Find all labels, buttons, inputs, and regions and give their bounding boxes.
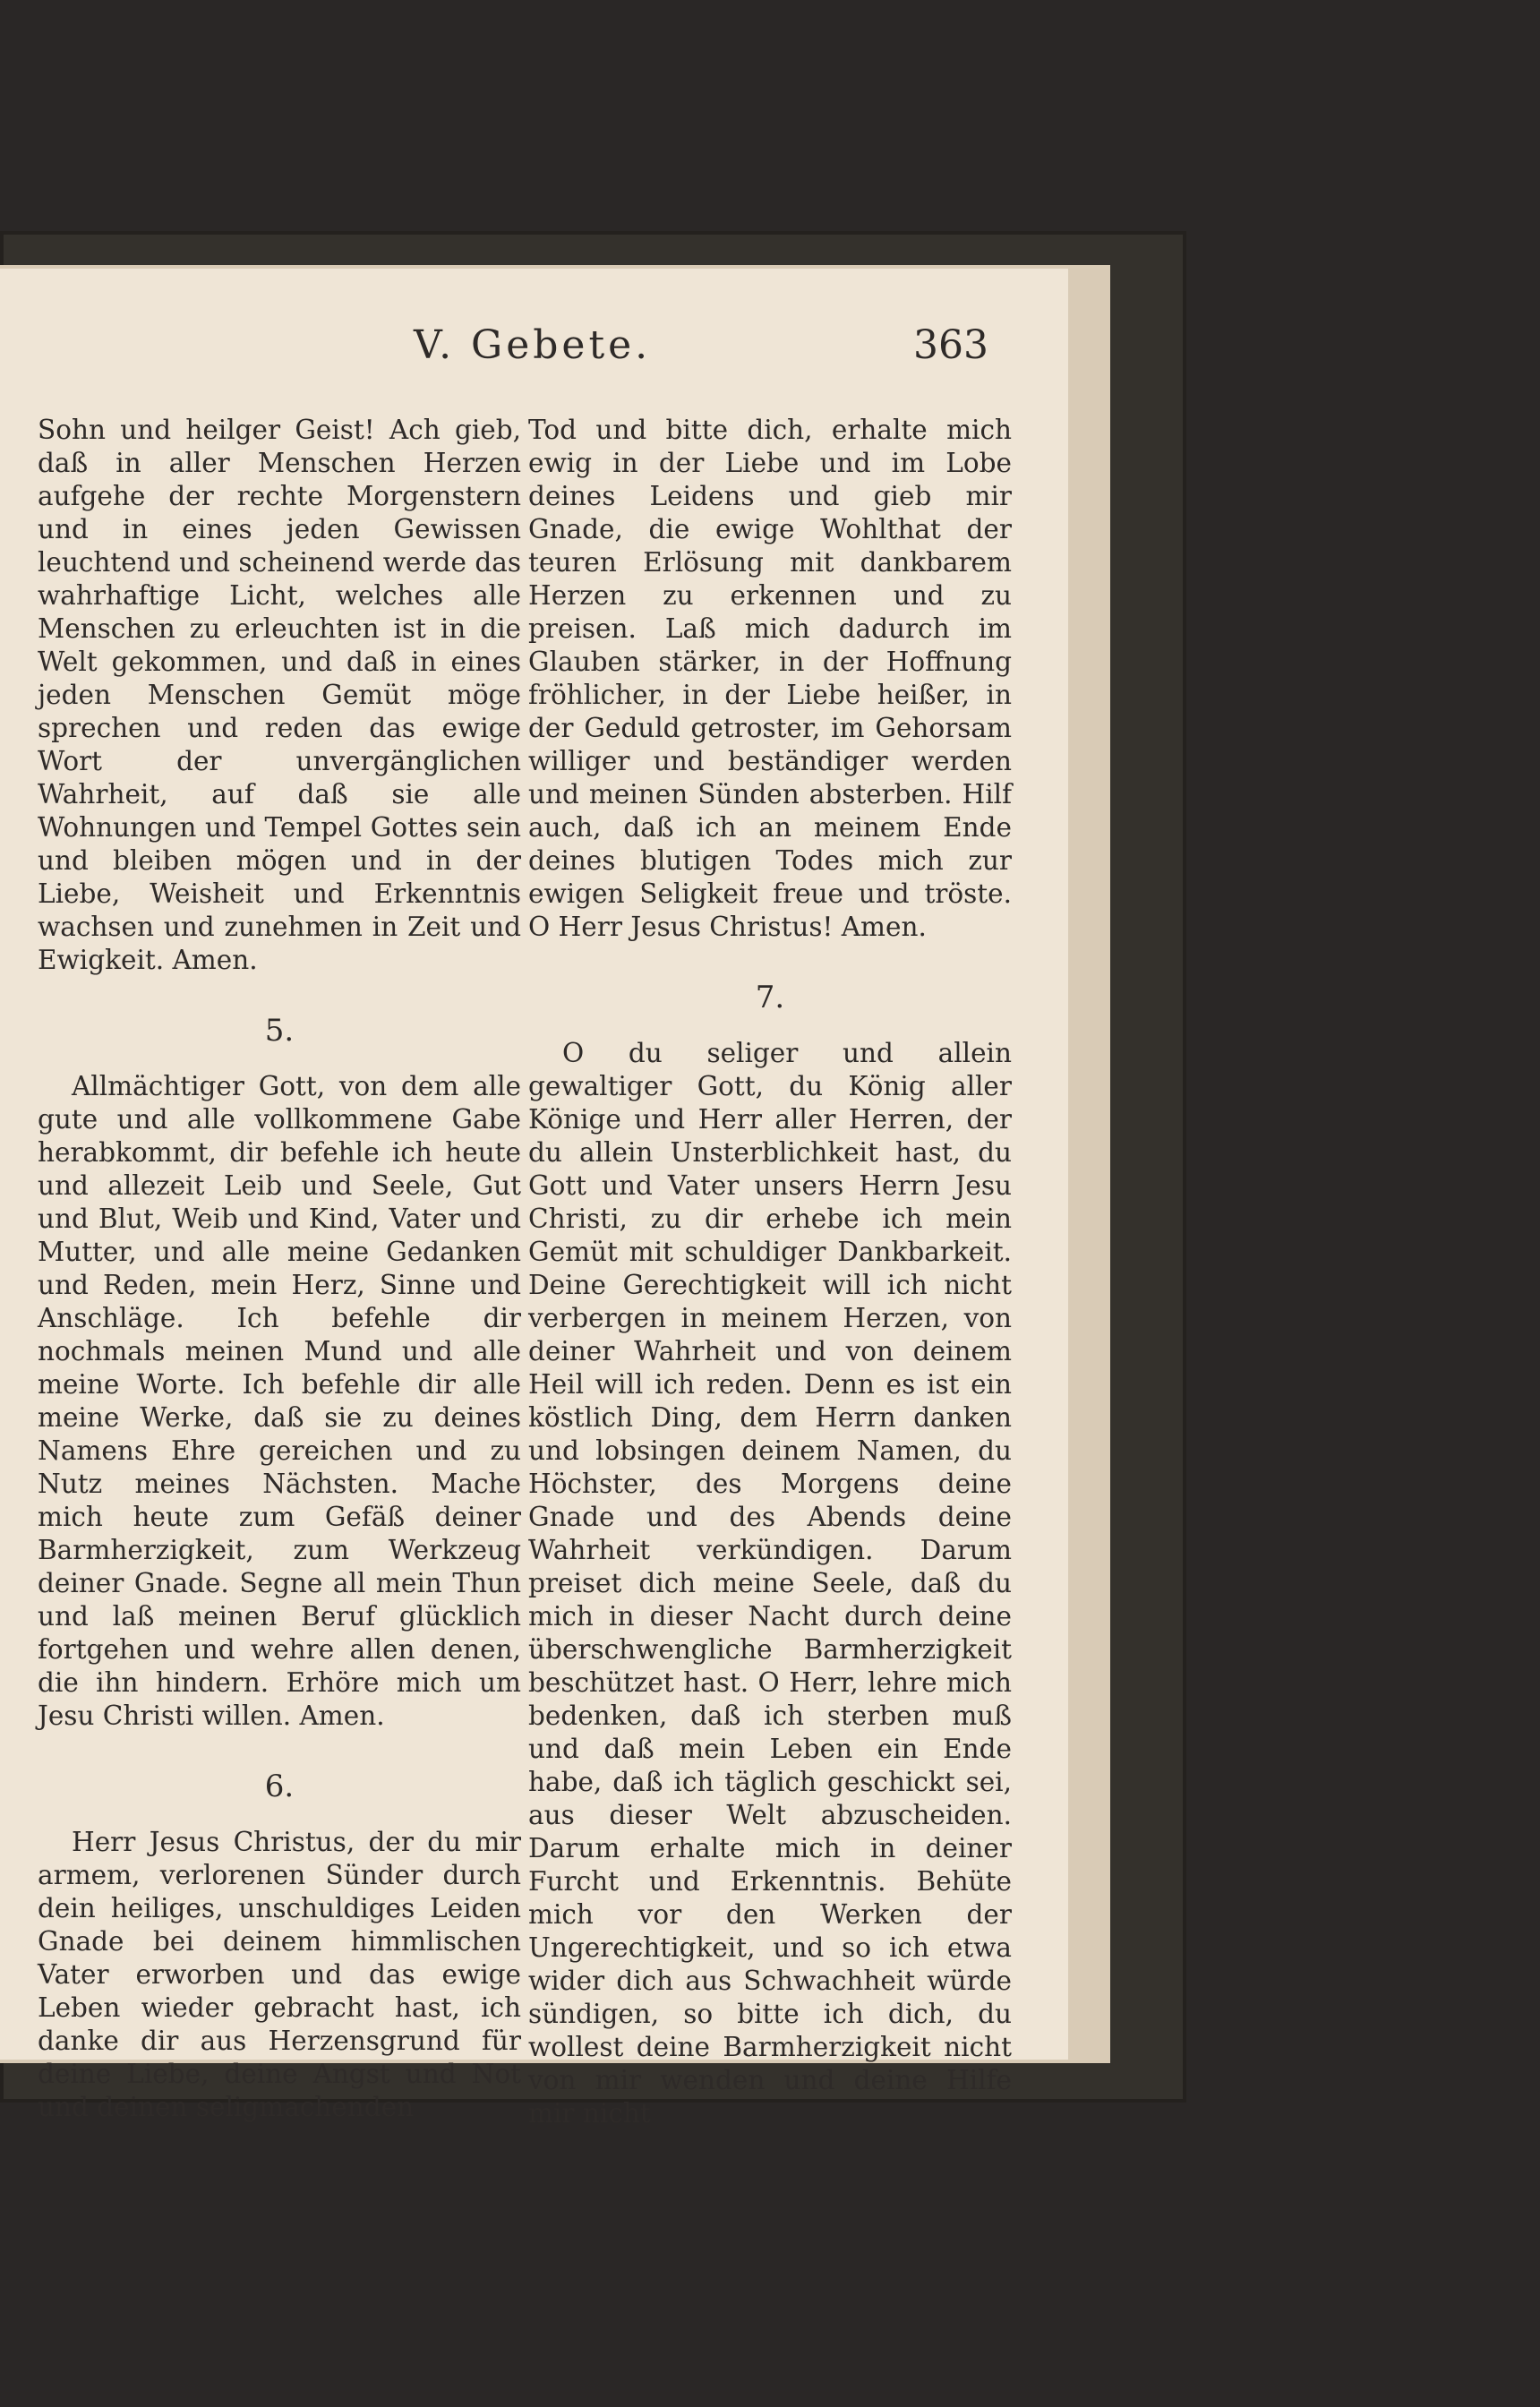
prayer-6-continuation: Tod und bitte dich, erhalte mich ewig in der Liebe und im Lobe deines Leidens und gieb mir Gnade, die ewige Wohlthat der teuren Erlösung mit dankbarem Herzen zu erkennen und zu preisen. Laß mich dadurch im Glauben stärker, in der Hoffnung fröhlicher, in der Liebe heißer, in der Geduld getroster, im Gehorsam williger und beständiger werden und meinen Sünden absterben. Hilf auch, daß ich an meinem Ende deines blutigen Todes mich zur ewigen Seligkeit freue und tröste. O Herr Jesus Christus! Amen. [528,415,1012,942]
prayer-5-text: Allmächtiger Gott, von dem alle gute und alle vollkommene Gabe herabkommt, dir befehle ich heute und allezeit Leib und Seele, Gut und Blut, Weib und Kind, Vater und Mutter, und alle meine Gedanken und Reden, mein Herz, Sinne und Anschläge. Ich befehle dir nochmals meinen Mund und alle meine Worte. Ich befehle dir alle meine Werke, daß sie zu deines Namens Ehre gereichen und zu Nutz meines Nächsten. Mache mich heute zum Gefäß deiner Barmherzigkeit, zum Werkzeug deiner Gnade. Segne all mein Thun und laß meinen Beruf glücklich fortgehen und wehre allen denen, die ihn hindern. Erhöre mich um Jesu Christi willen. Amen. [38,1071,521,1731]
page-number: 363 [913,322,988,368]
running-header [0,322,1068,385]
section-title: V. Gebete. [414,322,652,368]
prayer-number-6: 6. [264,1769,295,1804]
prayer-6-text: Herr Jesus Christus, der du mir armem, verlorenen Sünder durch dein heiliges, unschuldiges Leiden Gnade bei deinem himmlischen Vater erworben und das ewige Leben wieder gebracht hast, ich danke dir aus Herzensgrund für deine Liebe, deine Angst und Not und deinen seligmachenden [38,1827,521,2122]
prayer-continuation: Sohn und heilger Geist! Ach gieb, daß in aller Menschen Herzen aufgehe der rechte Morgenstern und in eines jeden Gewissen leuchtend und scheinend werde das wahrhaftige Licht, welches alle Menschen zu erleuchten ist in die Welt gekommen, und daß in eines jeden Menschen Gemüt möge sprechen und reden das ewige Wort der unvergänglichen Wahrheit, auf daß sie alle Wohnungen und Tempel Gottes sein und bleiben mögen und in der Liebe, Weisheit und Erkenntnis wachsen und zunehmen in Zeit und Ewigkeit. Amen. [38,415,521,975]
prayer-number-7: 7. [755,980,785,1015]
left-column [38,414,521,2124]
right-column [528,414,1012,2130]
prayer-number-5: 5. [264,1013,295,1049]
prayer-7-text: O du seliger und allein gewaltiger Gott, du König aller Könige und Herr aller Herren, der du allein Unsterblichkeit hast, du Gott und Vater unsers Herrn Jesu Christi, zu dir erhebe ich mein Gemüt mit schuldiger Dankbarkeit. Deine Gerechtigkeit will ich nicht verbergen in meinem Herzen, von deiner Wahrheit und von deinem Heil will ich reden. Denn es ist ein köstlich Ding, dem Herrn danken und lobsingen deinem Namen, du Höchster, des Morgens deine Gnade und des Abends deine Wahrheit verkündigen. Darum preiset dich meine Seele, daß du mich in dieser Nacht durch deine überschwengliche Barmherzigkeit beschützet hast. O Herr, lehre mich bedenken, daß ich sterben muß und daß mein Leben ein Ende habe, daß ich täglich geschickt sei, aus dieser Welt abzuscheiden. Darum erhalte mich in deiner Furcht und Erkenntnis. Behüte mich vor den Werken der Ungerechtigkeit, und so ich etwa wider dich aus Schwachheit würde sündigen, so bitte ich dich, du wollest deine Barmherzigkeit nicht von mir wenden und deine Hilfe mir nicht [528,1038,1012,2129]
book-page [0,269,1068,2129]
